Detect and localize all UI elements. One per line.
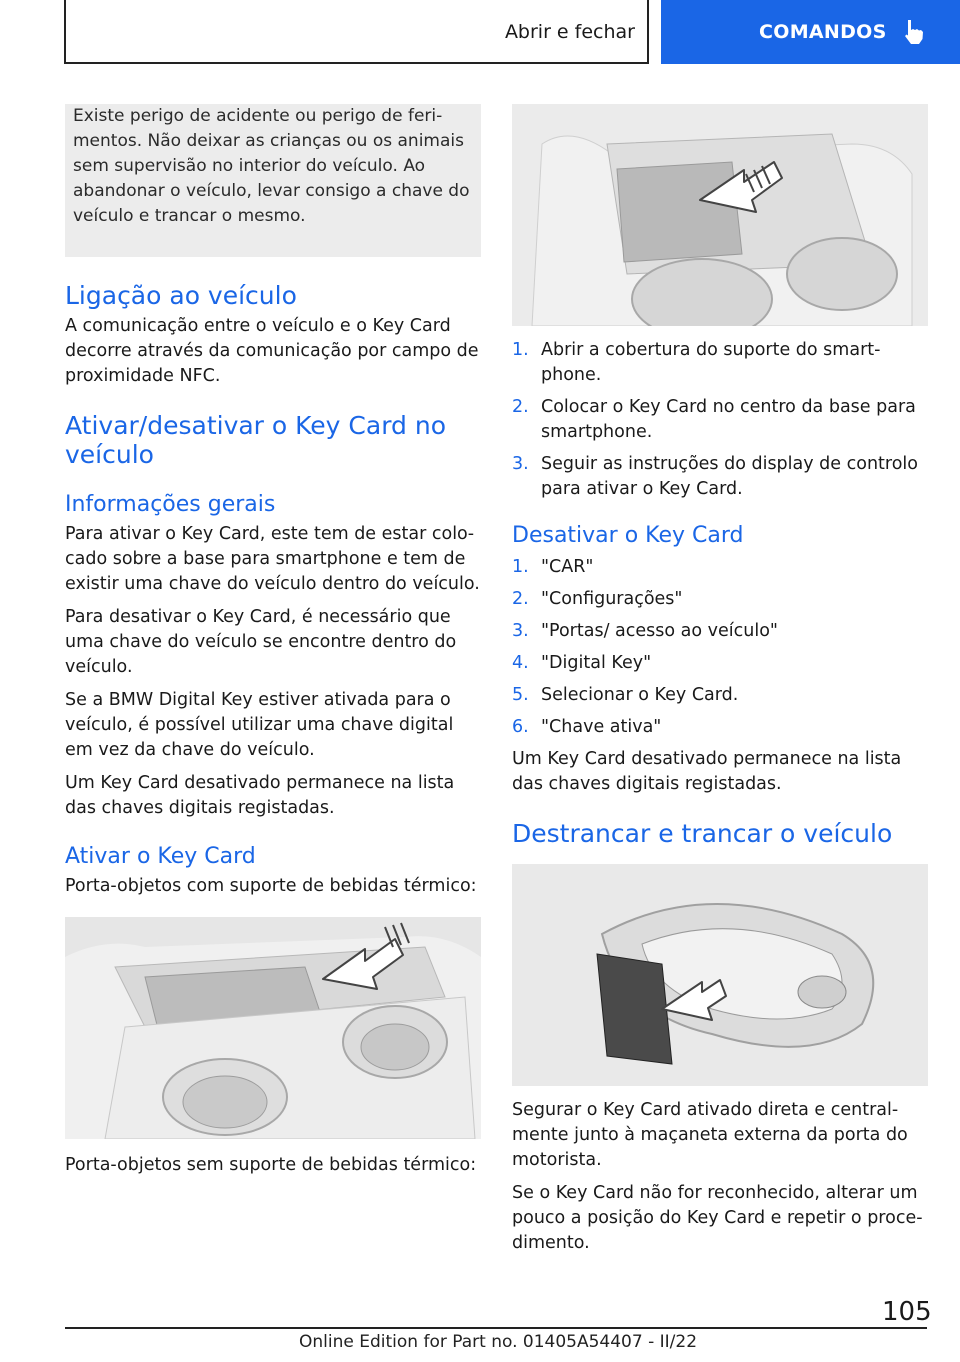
right-column: [512, 104, 928, 1264]
activation-steps-list: [512, 338, 928, 502]
footer-divider: [65, 1327, 927, 1329]
step-text: "Portas/ acesso ao veículo": [541, 621, 778, 641]
warning-text: Existe perigo de acidente ou perigo de ferimentos. Não deixar as crianças ou os animais sem supervisão no interior do veículo. Ao abandonar o veículo, levar consigo a chave do veículo e trancar o mesmo.: [73, 106, 470, 226]
paragraph-ligacao: A comunicação entre o veículo e o Key Card decorre através da comunicação por campo de proximidade NFC.: [65, 316, 479, 386]
step-text: Colocar o Key Card no centro da base para smartphone.: [541, 397, 916, 442]
header-chapter-tab: [661, 0, 960, 64]
step-number: 1.: [512, 557, 529, 577]
footer-edition: Online Edition for Part no. 01405A54407 - II/22: [299, 1332, 698, 1352]
page-number: 105: [882, 1297, 932, 1327]
paragraph-ativar-2: Porta-objetos sem suporte de bebidas térmico:: [65, 1155, 477, 1175]
step-text: Selecionar o Key Card.: [541, 685, 739, 705]
step-number: 4.: [512, 653, 529, 673]
list-item: [512, 587, 928, 612]
list-item: [512, 683, 928, 708]
step-number: 5.: [512, 685, 529, 705]
step-number: 1.: [512, 340, 529, 360]
step-text: "Chave ativa": [541, 717, 662, 737]
hand-pointer-icon: [903, 19, 925, 45]
heading-ativar-key-card: Ativar o Key Card: [65, 844, 256, 869]
step-number: 6.: [512, 717, 529, 737]
heading-ligacao: Ligação ao veículo: [65, 281, 297, 310]
list-item: [512, 715, 928, 740]
warning-box: [65, 104, 481, 257]
list-item: [512, 555, 928, 580]
paragraph-info-1: Para ativar o Key Card, este tem de estar colocado sobre a base para smartphone e tem de existir uma chave do veículo dentro do veículo.: [65, 524, 480, 594]
heading-desativar-key-card: Desativar o Key Card: [512, 523, 744, 548]
step-number: 3.: [512, 454, 529, 474]
step-text: "CAR": [541, 557, 594, 577]
paragraph-info-2: Para desativar o Key Card, é necessário que uma chave do veículo se encontre dentro do veículo.: [65, 607, 457, 677]
illustration-door-handle: [512, 864, 928, 1086]
header-chapter-title: COMANDOS: [759, 21, 887, 43]
heading-ativar-desativar: Ativar/desativar o Key Card no veículo: [65, 411, 446, 469]
header-section-title: Abrir e fechar: [504, 21, 635, 43]
paragraph-ativar-1: Porta-objetos com suporte de bebidas térmico:: [65, 876, 477, 896]
paragraph-destrancar-1: Segurar o Key Card ativado direta e centralmente junto à maçaneta externa da porta do motorista.: [512, 1100, 908, 1170]
list-item: [512, 452, 928, 502]
list-item: [512, 651, 928, 676]
list-item: [512, 338, 928, 388]
step-text: "Digital Key": [541, 653, 652, 673]
deactivation-steps-list: [512, 555, 928, 740]
heading-destrancar-trancar: Destrancar e trancar o veículo: [512, 819, 893, 848]
paragraph-desativar: Um Key Card desativado permanece na lista das chaves digitais registadas.: [512, 749, 902, 794]
list-item: [512, 619, 928, 644]
step-number: 3.: [512, 621, 529, 641]
step-text: Abrir a cobertura do suporte do smartphone.: [541, 340, 881, 385]
list-item: [512, 395, 928, 445]
step-number: 2.: [512, 397, 529, 417]
step-number: 2.: [512, 589, 529, 609]
step-text: "Configurações": [541, 589, 683, 609]
illustration-console-thermal: [65, 917, 481, 1139]
heading-informacoes-gerais: Informações gerais: [65, 492, 276, 517]
left-column: [65, 104, 481, 1186]
paragraph-info-3: Se a BMW Digital Key estiver ativada para o veículo, é possível utilizar uma chave digital em vez da chave do veículo.: [65, 690, 454, 760]
paragraph-destrancar-2: Se o Key Card não for reconhecido, alterar um pouco a posição do Key Card e repetir o procedimento.: [512, 1183, 923, 1253]
paragraph-info-4: Um Key Card desativado permanece na lista das chaves digitais registadas.: [65, 773, 455, 818]
illustration-console-standard: [512, 104, 928, 326]
step-text: Seguir as instruções do display de controlo para ativar o Key Card.: [541, 454, 918, 499]
